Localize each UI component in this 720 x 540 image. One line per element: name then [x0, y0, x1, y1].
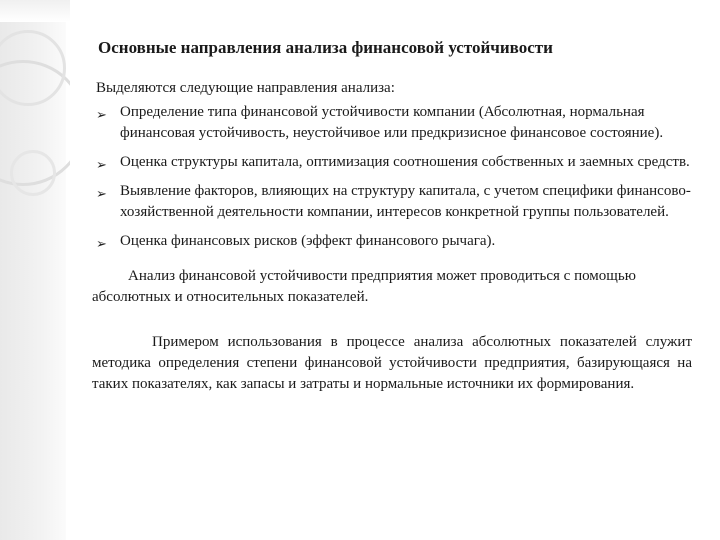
- list-item: [92, 231, 692, 252]
- slide-content: [92, 78, 692, 395]
- arrowhead-bullet-icon: ➢: [96, 107, 107, 122]
- bullet-text: Оценка финансовых рисков (эффект финансового рычага).: [120, 233, 496, 249]
- paragraph-analysis-methods: Анализ финансовой устойчивости предприятия может проводиться с помощью абсолютных и относительных показателей.: [92, 268, 636, 305]
- arrowhead-bullet-icon: ➢: [96, 157, 107, 172]
- paragraph-example: Примером использования в процессе анализа абсолютных показателей служит методика определения степени финансовой устойчивости предприятия, базирующаяся на таких показателях, как запасы и затраты и нормальные источники их формирования.: [92, 334, 692, 392]
- bullet-text: Оценка структуры капитала, оптимизация соотношения собственных и заемных средств.: [120, 154, 690, 170]
- list-item: [92, 102, 692, 144]
- decorative-circle: [10, 150, 56, 196]
- arrowhead-bullet-icon: ➢: [96, 236, 107, 251]
- list-item: [92, 181, 692, 223]
- list-item: [92, 152, 692, 173]
- intro-text: Выделяются следующие направления анализа:: [96, 80, 395, 96]
- bullet-text: Выявление факторов, влияющих на структуру капитала, с учетом специфики финансово-хозяйственной деятельности компании, интересов конкретной группы пользователей.: [120, 183, 691, 220]
- bullet-text: Определение типа финансовой устойчивости компании (Абсолютная, нормальная финансовая устойчивость, неустойчивое или предкризисное финансовое состояние).: [120, 104, 664, 141]
- arrowhead-bullet-icon: ➢: [96, 186, 107, 201]
- bullet-list: [92, 102, 692, 252]
- slide-title: Основные направления анализа финансовой устойчивости: [98, 38, 553, 57]
